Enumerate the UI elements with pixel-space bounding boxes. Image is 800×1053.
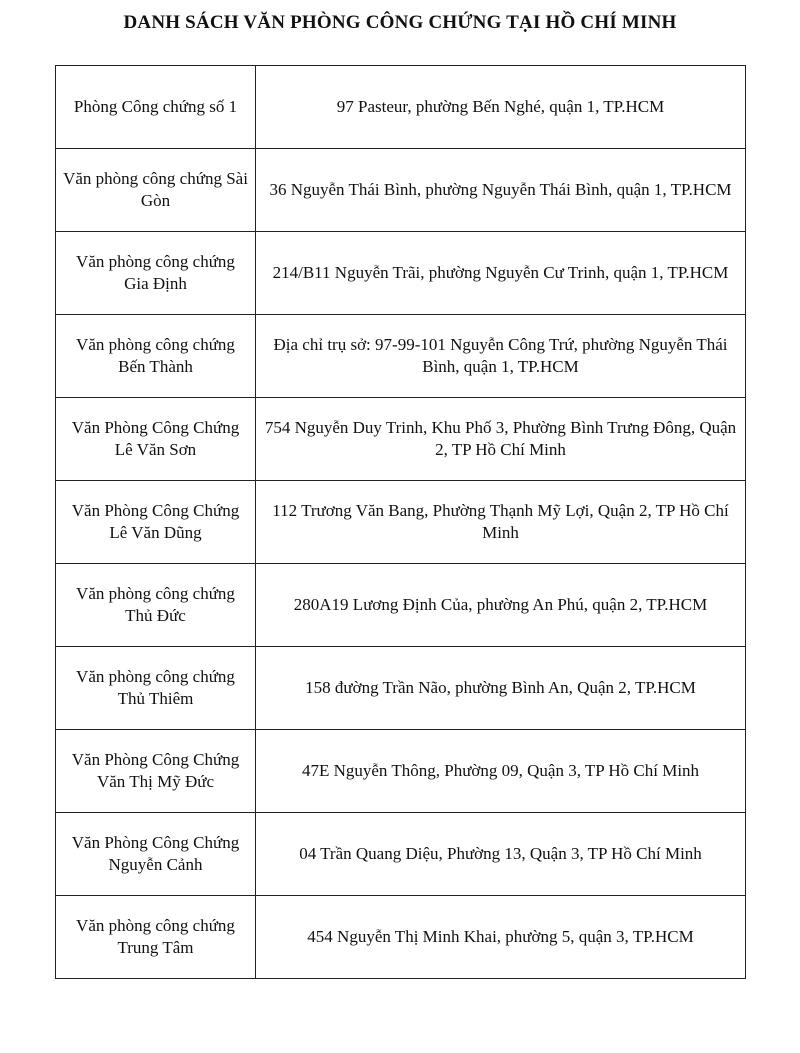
- table-row: [56, 813, 746, 896]
- table-row: [56, 647, 746, 730]
- office-name: Văn Phòng Công Chứng Văn Thị Mỹ Đức: [56, 730, 256, 813]
- office-table: [55, 65, 746, 979]
- office-address: 47E Nguyễn Thông, Phường 09, Quận 3, TP Hồ Chí Minh: [256, 730, 746, 813]
- office-address: Địa chỉ trụ sở: 97-99-101 Nguyễn Công Trứ, phường Nguyễn Thái Bình, quận 1, TP.HCM: [256, 315, 746, 398]
- office-name: Văn Phòng Công Chứng Lê Văn Sơn: [56, 398, 256, 481]
- office-name: Văn phòng công chứng Trung Tâm: [56, 896, 256, 979]
- office-name: Văn phòng công chứng Sài Gòn: [56, 149, 256, 232]
- table-row: [56, 149, 746, 232]
- table-row: [56, 232, 746, 315]
- office-address: 97 Pasteur, phường Bến Nghé, quận 1, TP.HCM: [256, 66, 746, 149]
- table-row: [56, 896, 746, 979]
- office-name: Văn phòng công chứng Thủ Đức: [56, 564, 256, 647]
- document-title: DANH SÁCH VĂN PHÒNG CÔNG CHỨNG TẠI HỒ CHÍ MINH: [123, 12, 677, 33]
- office-address: 36 Nguyễn Thái Bình, phường Nguyễn Thái Bình, quận 1, TP.HCM: [256, 149, 746, 232]
- office-address: 158 đường Trần Não, phường Bình An, Quận 2, TP.HCM: [256, 647, 746, 730]
- table-row: [56, 398, 746, 481]
- office-name: Phòng Công chứng số 1: [56, 66, 256, 149]
- office-address: 280A19 Lương Định Của, phường An Phú, quận 2, TP.HCM: [256, 564, 746, 647]
- table-row: [56, 315, 746, 398]
- office-name: Văn phòng công chứng Thủ Thiêm: [56, 647, 256, 730]
- office-name: Văn Phòng Công Chứng Lê Văn Dũng: [56, 481, 256, 564]
- office-address: 454 Nguyễn Thị Minh Khai, phường 5, quận 3, TP.HCM: [256, 896, 746, 979]
- table-row: [56, 481, 746, 564]
- office-address: 214/B11 Nguyễn Trãi, phường Nguyễn Cư Trinh, quận 1, TP.HCM: [256, 232, 746, 315]
- office-address: 04 Trần Quang Diệu, Phường 13, Quận 3, TP Hồ Chí Minh: [256, 813, 746, 896]
- office-name: Văn phòng công chứng Bến Thành: [56, 315, 256, 398]
- office-name: Văn Phòng Công Chứng Nguyễn Cảnh: [56, 813, 256, 896]
- table-row: [56, 564, 746, 647]
- office-name: Văn phòng công chứng Gia Định: [56, 232, 256, 315]
- office-address: 754 Nguyễn Duy Trinh, Khu Phố 3, Phường Bình Trưng Đông, Quận 2, TP Hồ Chí Minh: [256, 398, 746, 481]
- office-address: 112 Trương Văn Bang, Phường Thạnh Mỹ Lợi, Quận 2, TP Hồ Chí Minh: [256, 481, 746, 564]
- table-row: [56, 730, 746, 813]
- table-row: [56, 66, 746, 149]
